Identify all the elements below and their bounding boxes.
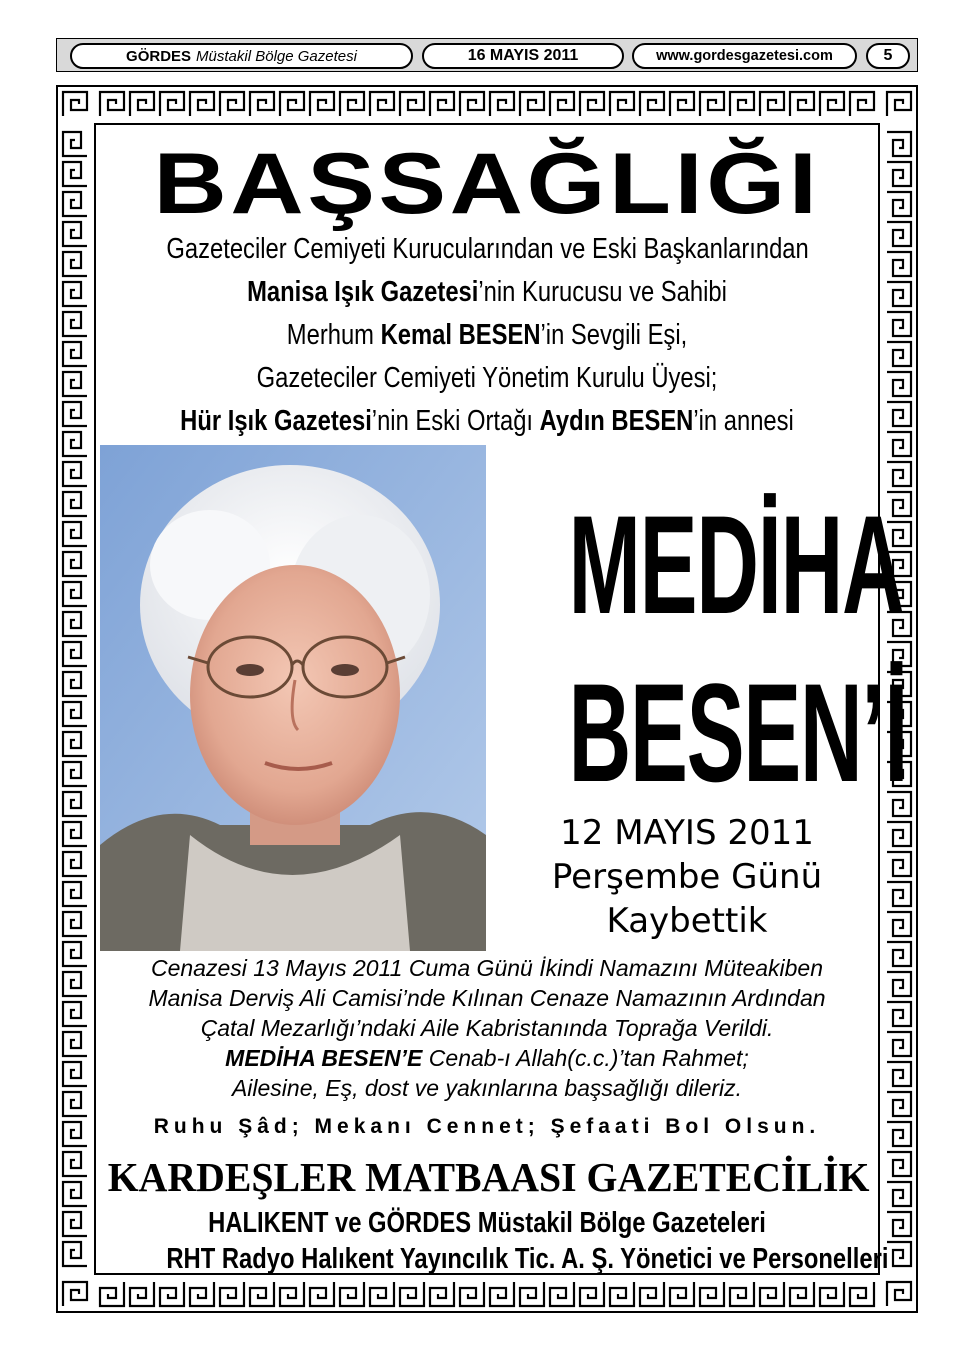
- intro-line: Merhum Kemal BESEN’in Sevgili Eşi,: [286, 319, 688, 351]
- sender-line: RHT Radyo Halıkent Yayıncılık Tic. A. Ş. Yönetici ve Personelleri: [166, 1243, 889, 1275]
- funeral-line: Manisa Derviş Ali Camisi’nde Kılınan Cenaze Namazının Ardından: [148, 985, 826, 1011]
- prayer-text: Ruhu Şâd; Mekanı Cennet; Şefaati Bol Olsun.: [153, 1115, 821, 1138]
- notice-title: BAŞSAĞLIĞI: [153, 136, 821, 232]
- intro-line: Hür Işık Gazetesi’nin Eski Ortağı Aydın BESEN’in annesi: [180, 405, 794, 437]
- deceased-name-last: BESEN’İ: [568, 654, 908, 811]
- paper-subtitle: Müstakil Bölge Gazetesi: [196, 47, 357, 65]
- death-verb: Kaybettik: [606, 901, 768, 941]
- intro-line: Gazeteciler Cemiyeti Kurucularından ve Eski Başkanlarından: [166, 233, 809, 265]
- death-day: Perşembe Günü: [551, 857, 823, 897]
- death-date: 12 MAYIS 2011: [560, 813, 814, 853]
- funeral-line: Çatal Mezarlığı’ndaki Aile Kabristanında Toprağa Verildi.: [200, 1015, 774, 1041]
- funeral-text: [96, 953, 878, 1103]
- deceased-name-first: MEDİHA: [568, 486, 904, 643]
- intro-line: Manisa Işık Gazetesi’nin Kurucusu ve Sahibi: [247, 276, 727, 308]
- deceased-portrait: [100, 445, 486, 951]
- intro-text: [96, 228, 878, 443]
- page-number: 5: [866, 43, 910, 69]
- website-link[interactable]: www.gordesgazetesi.com: [632, 43, 857, 69]
- funeral-line: Ailesine, Eş, dost ve yakınlarına başsağlığı dileriz.: [231, 1075, 743, 1101]
- intro-line: Gazeteciler Cemiyeti Yönetim Kurulu Üyesi;: [256, 362, 718, 394]
- paper-name: GÖRDES: [126, 47, 192, 65]
- funeral-line: MEDİHA BESEN’E Cenab-ı Allah(c.c.)’tan Rahmet;: [225, 1045, 749, 1071]
- issue-date: 16 MAYIS 2011: [422, 43, 624, 69]
- paper-name-pill: [70, 43, 413, 69]
- sender-line: HALIKENT ve GÖRDES Müstakil Bölge Gazeteleri: [208, 1207, 766, 1239]
- condolence-notice: [96, 125, 908, 1275]
- funeral-line: Cenazesi 13 Mayıs 2011 Cuma Günü İkindi Namazını Müteakiben: [150, 955, 824, 981]
- sender-company: KARDEŞLER MATBAASI GAZETECİLİK: [107, 1154, 870, 1200]
- death-info: [496, 811, 878, 943]
